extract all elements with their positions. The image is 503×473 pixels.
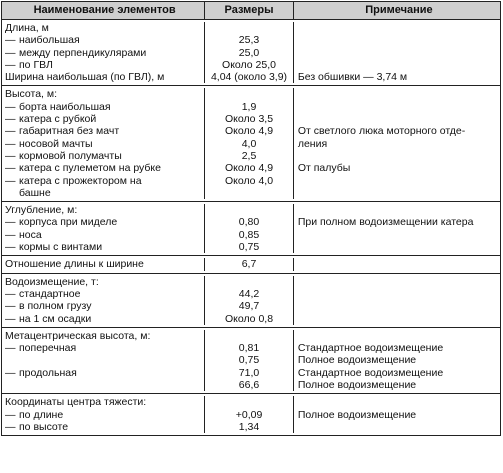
row-name: — по ГВЛ: [5, 59, 204, 71]
row-value: 4,0: [241, 137, 257, 150]
row-name: — между перпендикулярами: [5, 47, 204, 59]
row-value: Около 4,9: [224, 162, 274, 175]
row-name: — поперечная: [5, 342, 204, 354]
name-column: [2, 88, 205, 199]
row-note: От светлого люка моторного отде-: [297, 125, 466, 138]
row-note: [298, 101, 500, 113]
name-column: [2, 258, 205, 270]
row-note: Стандартное водоизмещение: [297, 366, 444, 379]
row-name: Углубление, м:: [5, 204, 78, 217]
row-name: — носа: [5, 229, 204, 241]
row-note: [298, 22, 500, 34]
row-value: Около 4,0: [224, 174, 274, 187]
row-value: 44,2: [238, 287, 260, 300]
row-note: [298, 59, 500, 71]
row-name: [5, 379, 204, 391]
row-value: 0,81: [238, 342, 260, 355]
row-note: От палубы: [297, 162, 351, 175]
row-name: — продольная: [5, 367, 204, 379]
row-value: [205, 330, 293, 342]
row-note: Без обшивки — 3,74 м: [297, 71, 408, 84]
row-name: — наибольшая: [5, 34, 204, 46]
row-note: [298, 300, 500, 312]
row-value: [205, 396, 293, 408]
note-column: [294, 258, 500, 270]
table-section: [1, 202, 501, 256]
row-value: 2,5: [241, 149, 257, 162]
row-note: [298, 175, 500, 187]
row-name: — по длине: [5, 409, 204, 421]
row-value: Около 3,5: [224, 113, 274, 126]
row-name: — корпуса при миделе: [5, 216, 204, 228]
row-note: [298, 288, 500, 300]
size-column: [205, 258, 294, 270]
row-note: [298, 34, 500, 46]
table-header: [1, 1, 501, 20]
table-section: [1, 20, 501, 86]
table-section: [1, 86, 501, 202]
row-note: ления: [297, 137, 328, 150]
row-name: [5, 354, 204, 366]
row-note: [298, 47, 500, 59]
row-value: [205, 276, 293, 288]
size-column: [205, 396, 294, 433]
note-column: [294, 276, 500, 325]
header-name: Наименование элементов: [2, 2, 205, 19]
row-name: Длина, м: [5, 22, 49, 34]
size-column: [205, 22, 294, 83]
row-name: — носовой мачты: [5, 138, 204, 150]
row-name: Отношение длины к ширине: [5, 258, 144, 271]
row-note: Полное водоизмещение: [297, 354, 417, 367]
row-name: — борта наибольшая: [5, 101, 204, 113]
row-note: [298, 276, 500, 288]
row-value: 6,7: [241, 258, 257, 271]
note-column: [294, 204, 500, 253]
row-value: [205, 22, 293, 34]
name-column: [2, 22, 205, 83]
note-column: [294, 22, 500, 83]
row-note: [298, 113, 500, 125]
row-note: [298, 229, 500, 241]
row-note: [298, 88, 500, 100]
row-name: — кормовой полумачты: [5, 150, 204, 162]
row-value: 4,04 (около 3,9): [210, 71, 288, 84]
size-column: [205, 330, 294, 391]
row-name: — по высоте: [5, 421, 204, 433]
name-column: [2, 204, 205, 253]
row-name: Высота, м:: [5, 88, 58, 101]
row-note: Полное водоизмещение: [297, 379, 417, 392]
row-note: [298, 313, 500, 325]
size-column: [205, 204, 294, 253]
row-name: — катера с пулеметом на рубке: [5, 162, 204, 174]
row-note: [298, 187, 500, 199]
name-column: [2, 276, 205, 325]
row-value: [205, 88, 293, 100]
row-name: — катера с прожектором на: [5, 175, 204, 187]
row-name: — стандартное: [5, 288, 204, 300]
row-note: [298, 421, 500, 433]
row-note: [298, 204, 500, 216]
header-size: Размеры: [205, 2, 294, 19]
row-value: 0,80: [238, 216, 260, 229]
row-value: 0,75: [238, 241, 260, 254]
name-column: [2, 396, 205, 433]
row-note: Стандартное водоизмещение: [297, 342, 444, 355]
size-column: [205, 276, 294, 325]
row-note: Полное водоизмещение: [297, 408, 417, 421]
row-note: [298, 258, 500, 270]
row-name: Водоизмещение, т:: [5, 275, 99, 288]
header-note: Примечание: [365, 4, 433, 16]
table-body: [1, 20, 501, 436]
table-section: [1, 256, 501, 273]
row-name: Метацентрическая высота, м:: [5, 329, 151, 342]
row-value: 25,0: [238, 46, 260, 59]
row-value: 1,34: [238, 420, 260, 433]
row-name: Ширина наибольшая (по ГВЛ), м: [5, 71, 165, 84]
table-section: [1, 394, 501, 436]
size-column: [205, 88, 294, 199]
row-value: +0,09: [235, 408, 263, 421]
row-note: [298, 150, 500, 162]
row-note: [298, 330, 500, 342]
row-name: — катера с рубкой: [5, 113, 204, 125]
row-value: 49,7: [238, 300, 260, 313]
row-value: [205, 187, 293, 199]
note-column: [294, 88, 500, 199]
note-column: [294, 330, 500, 391]
row-name: — габаритная без мачт: [5, 125, 204, 137]
row-name: — в полном грузу: [5, 300, 204, 312]
row-name: — кормы с винтами: [5, 241, 204, 253]
row-value: 25,3: [238, 34, 260, 47]
row-name: Координаты центра тяжести:: [5, 396, 147, 409]
table-section: [1, 328, 501, 394]
row-value: 1,9: [241, 100, 257, 113]
specifications-table: [1, 1, 501, 436]
row-value: Около 25,0: [222, 58, 276, 71]
row-value: Около 0,8: [224, 312, 274, 325]
row-name: — на 1 см осадки: [5, 313, 204, 325]
row-value: 71,0: [238, 366, 260, 379]
row-value: 0,75: [238, 354, 260, 367]
note-column: [294, 396, 500, 433]
row-note: При полном водоизмещении катера: [297, 216, 474, 229]
row-note: [298, 396, 500, 408]
row-value: [205, 204, 293, 216]
name-column: [2, 330, 205, 391]
row-value: 66,6: [238, 379, 260, 392]
row-value: Около 4,9: [224, 125, 274, 138]
table-section: [1, 274, 501, 328]
row-name: башне: [19, 186, 51, 199]
row-value: 0,85: [238, 228, 260, 241]
row-note: [298, 241, 500, 253]
